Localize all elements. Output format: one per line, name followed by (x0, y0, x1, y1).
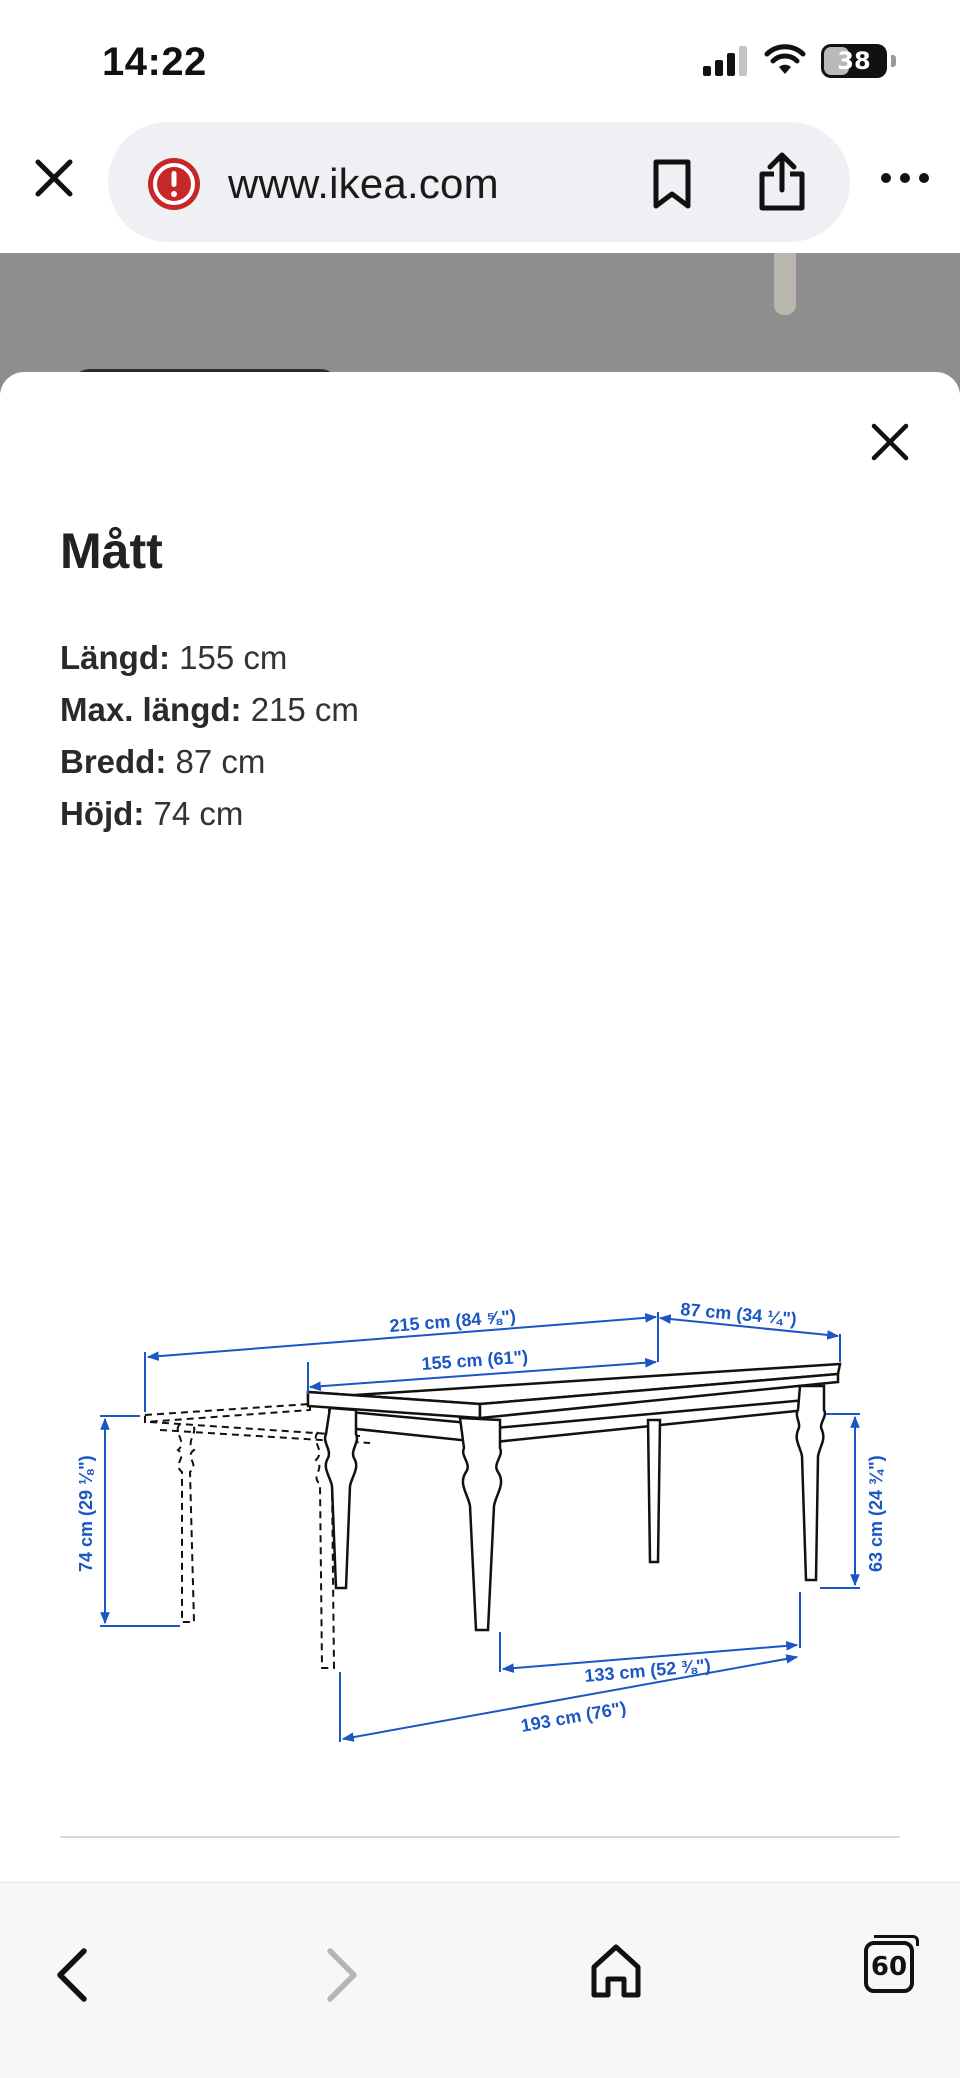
warning-icon[interactable] (146, 156, 202, 212)
dimension-value: 215 cm (250, 691, 359, 728)
address-bar[interactable] (108, 122, 850, 242)
max-length-label: 215 cm (84 ⅝") (388, 1306, 517, 1336)
dimension-value: 87 cm (175, 743, 266, 780)
url-text: www.ikea.com (228, 160, 499, 207)
tabs-icon[interactable] (864, 1941, 914, 1993)
dimension-row (60, 788, 359, 840)
browser-bottom-bar (0, 1882, 960, 2078)
table-top (308, 1364, 840, 1418)
status-time: 14:22 (102, 40, 207, 84)
table-dimension-diagram (60, 1032, 900, 1736)
more-icon[interactable] (880, 168, 930, 188)
leg-span-label: 133 cm (52 ⅜") (583, 1655, 712, 1686)
status-bar (0, 0, 960, 118)
wifi-icon (765, 46, 805, 76)
close-icon[interactable] (868, 420, 912, 464)
browser-toolbar (0, 118, 960, 253)
dimension-row (60, 684, 359, 736)
share-icon[interactable] (756, 152, 808, 212)
cellular-signal-icon (703, 46, 749, 76)
dimension-label: Höjd: (60, 795, 145, 832)
tab-count: 60 (870, 1952, 908, 1982)
dimension-value: 155 cm (179, 639, 288, 676)
dimension-row (60, 632, 359, 684)
dimensions-sheet (0, 372, 960, 1882)
battery-icon (821, 44, 887, 78)
dimension-label: Bredd: (60, 743, 167, 780)
section-divider (60, 1836, 900, 1838)
battery-level: 38 (837, 47, 871, 75)
dimension-label: Max. längd: (60, 691, 242, 728)
extended-leg-span-label: 193 cm (76") (519, 1697, 628, 1736)
forward-icon[interactable] (318, 1943, 366, 2007)
dimension-list (60, 632, 359, 840)
home-icon[interactable] (588, 1941, 644, 2001)
back-icon[interactable] (48, 1943, 96, 2007)
dimension-value: 74 cm (153, 795, 244, 832)
length-label: 155 cm (61") (420, 1346, 529, 1374)
leg-height-label: 63 cm (24 ¾") (866, 1455, 886, 1572)
width-label: 87 cm (34 ¼") (679, 1299, 798, 1330)
status-icons (703, 44, 896, 78)
sheet-title: Mått (60, 523, 163, 579)
bookmark-icon[interactable] (648, 158, 696, 210)
background-product-detail (774, 253, 796, 315)
battery-cap (891, 55, 896, 67)
height-label: 74 cm (29 ⅛") (76, 1455, 96, 1572)
table-legs (325, 1386, 825, 1630)
dimension-label: Längd: (60, 639, 170, 676)
dimension-row (60, 736, 359, 788)
close-icon[interactable] (30, 154, 78, 202)
